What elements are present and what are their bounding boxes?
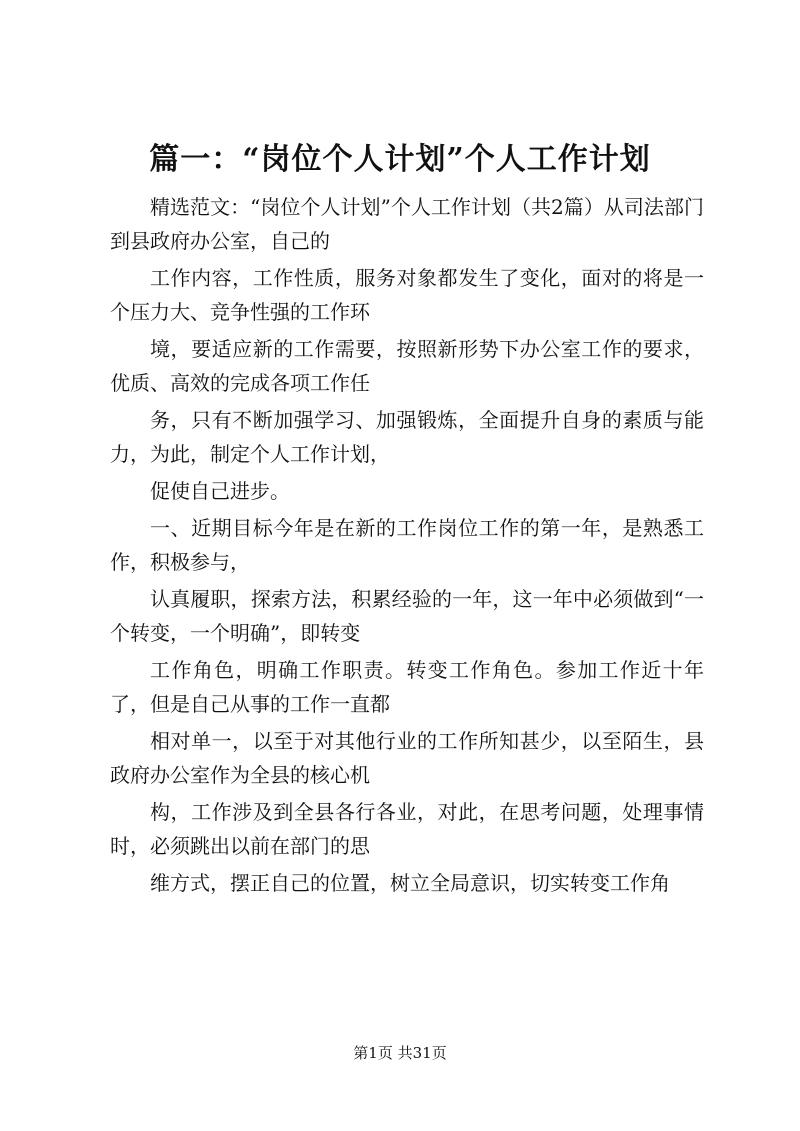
- paragraph-9: 相对单一，以至于对其他行业的工作所知甚少，以至陌生，县政府办公室作为全县的核心机: [110, 729, 704, 787]
- document-body: [110, 190, 704, 903]
- page-number-footer: 第1页 共31页: [353, 1044, 447, 1062]
- paragraph-3: 境，要适应新的工作需要，按照新形势下办公室工作的要求，优质、高效的完成各项工作任: [110, 337, 704, 395]
- paragraph-4: 务，只有不断加强学习、加强锻炼，全面提升自身的素质与能力，为此，制定个人工作计划，: [110, 408, 704, 466]
- paragraph-1: 精选范文：“岗位个人计划”个人工作计划（共2篇）从司法部门到县政府办公室，自己的: [110, 195, 704, 253]
- paragraph-8: 工作角色，明确工作职责。转变工作角色。参加工作近十年了，但是自己从事的工作一直都: [110, 658, 704, 716]
- paragraph-5: 促使自己进步。: [150, 479, 290, 503]
- paragraph-10: 构，工作涉及到全县各行各业，对此，在思考问题，处理事情时，必须跳出以前在部门的思: [110, 800, 704, 858]
- paragraph-2: 工作内容，工作性质，服务对象都发生了变化，面对的将是一个压力大、竞争性强的工作环: [110, 266, 704, 324]
- paragraph-7: 认真履职，探索方法，积累经验的一年，这一年中必须做到“一个转变，一个明确”，即转变: [110, 587, 704, 645]
- document-title: 篇一：“岗位个人计划”个人工作计划: [149, 142, 651, 177]
- paragraph-6: 一、近期目标今年是在新的工作岗位工作的第一年，是熟悉工作，积极参与，: [110, 516, 704, 574]
- paragraph-11: 维方式，摆正自己的位置，树立全局意识，切实转变工作角: [150, 871, 670, 895]
